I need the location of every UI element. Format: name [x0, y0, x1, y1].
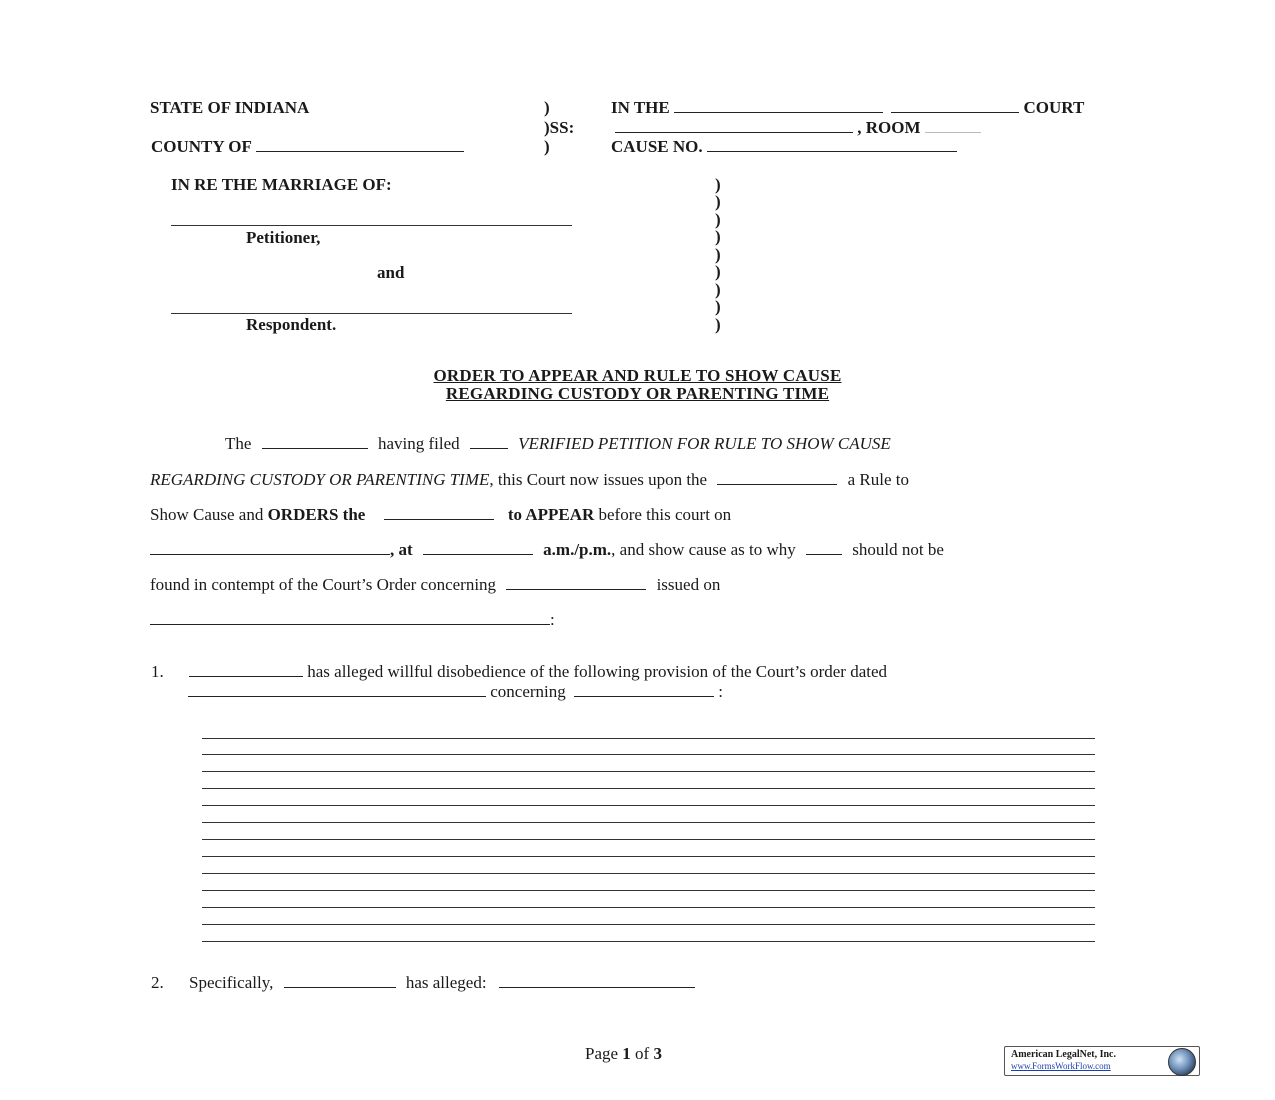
cause-number-blank[interactable] — [707, 137, 957, 152]
caption-paren: ) — [715, 210, 721, 229]
body-line-1: The having filed VERIFIED PETITION FOR RULE TO SHOW CAUSE — [225, 434, 891, 453]
party-pronoun-blank[interactable] — [806, 540, 842, 555]
blank-line[interactable] — [202, 856, 1095, 857]
document-title-line-2: REGARDING CUSTODY OR PARENTING TIME — [445, 384, 830, 403]
petitioner-label: Petitioner, — [246, 228, 321, 247]
blank-line[interactable] — [202, 873, 1095, 874]
blank-line[interactable] — [202, 907, 1095, 908]
caption-paren: ) — [715, 192, 721, 211]
blank-line[interactable] — [202, 924, 1095, 925]
blank-line[interactable] — [202, 822, 1095, 823]
blank-line[interactable] — [202, 890, 1095, 891]
brand-url[interactable]: www.FormsWorkFlow.com — [1011, 1061, 1111, 1071]
room-blank[interactable] — [925, 118, 981, 133]
state-label: STATE OF INDIANA — [150, 98, 310, 117]
pronoun-blank[interactable] — [470, 434, 508, 449]
court-name-blank[interactable] — [674, 98, 883, 113]
order-date-blank[interactable] — [150, 610, 550, 625]
hearing-time-blank[interactable] — [423, 540, 533, 555]
court-type-blank[interactable] — [891, 98, 1019, 113]
county-blank[interactable] — [256, 137, 464, 152]
blank-line[interactable] — [202, 805, 1095, 806]
ss-label: )SS: — [544, 118, 575, 137]
item-1-line-1: has alleged willful disobedience of the following provision of the Court’s order dated — [189, 662, 887, 682]
caption-paren: ) — [715, 280, 721, 299]
document-title-line-1: ORDER TO APPEAR AND RULE TO SHOW CAUSE — [433, 366, 842, 385]
caption-paren: ) — [715, 315, 721, 334]
blank-line[interactable] — [202, 839, 1095, 840]
blank-line[interactable] — [202, 738, 1095, 739]
filer-blank[interactable] — [262, 434, 368, 449]
rule-target-blank[interactable] — [717, 470, 837, 485]
court-line: IN THE COURT — [611, 98, 1085, 117]
body-line-3: Show Cause and ORDERS the to APPEAR before this court on — [150, 505, 732, 524]
caption-paren: ) — [715, 227, 721, 246]
county-label: COUNTY OF — [151, 137, 464, 157]
and-label: and — [377, 263, 405, 282]
globe-icon — [1168, 1048, 1196, 1076]
caption-paren: ) — [715, 297, 721, 316]
allegation-blank[interactable] — [499, 973, 695, 988]
appearing-party-blank[interactable] — [384, 505, 494, 520]
hearing-date-blank[interactable] — [150, 540, 390, 555]
body-line-4: , at a.m./p.m., and show cause as to why should not be — [150, 540, 944, 560]
provision-subject-blank[interactable] — [574, 682, 714, 697]
american-legalnet-logo[interactable] — [1004, 1046, 1200, 1076]
court-location-blank[interactable] — [615, 118, 853, 133]
in-re-heading: IN RE THE MARRIAGE OF: — [171, 175, 392, 194]
respondent-label: Respondent. — [246, 315, 337, 334]
order-dated-blank[interactable] — [188, 682, 486, 697]
petitioner-name-blank[interactable] — [171, 225, 572, 226]
alleging-party-blank[interactable] — [189, 662, 303, 677]
body-line-2: REGARDING CUSTODY OR PARENTING TIME, this Court now issues upon the a Rule to — [150, 470, 909, 489]
blank-line[interactable] — [202, 788, 1095, 789]
respondent-name-blank[interactable] — [171, 313, 572, 314]
order-subject-blank[interactable] — [506, 575, 646, 590]
item-2-line: Specifically, has alleged: — [189, 973, 695, 993]
paren-1: ) — [544, 98, 550, 117]
cause-line: CAUSE NO. — [611, 137, 957, 157]
item-1-line-2: concerning : — [188, 682, 723, 702]
item-1-number: 1. — [151, 662, 164, 681]
room-line: , ROOM — [615, 118, 981, 138]
blank-line[interactable] — [202, 771, 1095, 772]
body-line-5: found in contempt of the Court’s Order concerning issued on — [150, 575, 721, 594]
caption-paren: ) — [715, 175, 721, 194]
page-indicator: Page 1 of 3 — [585, 1044, 662, 1063]
brand-name: American LegalNet, Inc. — [1011, 1049, 1116, 1060]
body-line-6: : — [150, 610, 555, 630]
specific-party-blank[interactable] — [284, 973, 396, 988]
caption-paren: ) — [715, 262, 721, 281]
caption-paren: ) — [715, 245, 721, 264]
paren-3: ) — [544, 137, 550, 156]
blank-line[interactable] — [202, 941, 1095, 942]
blank-line[interactable] — [202, 754, 1095, 755]
item-2-number: 2. — [151, 973, 164, 992]
